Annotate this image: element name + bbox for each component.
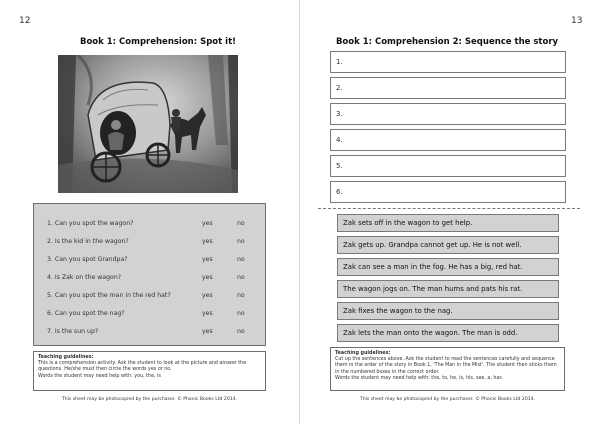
answer-no: no: [237, 220, 245, 227]
wagon-illustration: [58, 55, 238, 193]
answer-yes: yes: [202, 220, 213, 227]
sentence-strip[interactable]: [337, 258, 559, 276]
sequence-box[interactable]: [330, 77, 566, 99]
sequence-number: 6.: [336, 188, 343, 196]
questions-panel: [33, 203, 266, 346]
answer-no: no: [237, 292, 245, 299]
sequence-box[interactable]: [330, 103, 566, 125]
sequence-number: 3.: [336, 110, 343, 118]
sentence-text: Zak gets up. Grandpa cannot get up. He is not well.: [343, 241, 522, 249]
sequence-number: 4.: [336, 136, 343, 144]
question-row: [34, 271, 265, 285]
right-footer: This sheet may be photocopied by the purchaser. © Phonic Books Ltd 2014.: [359, 397, 536, 402]
sequence-box[interactable]: [330, 181, 566, 203]
left-page-number: 12: [19, 16, 31, 26]
answer-yes: yes: [202, 292, 213, 299]
right-teaching-guidelines: [330, 347, 565, 391]
answer-no: no: [237, 238, 245, 245]
question-row: [34, 217, 265, 231]
guidelines-text: This is a comprehension activity. Ask the student to look at the picture and answer the questions. He/she must then circle the words yes or no.: [38, 361, 247, 373]
question-text: 5. Can you spot the man in the red hat?: [47, 292, 171, 299]
sentence-text: Zak fixes the wagon to the nag.: [343, 307, 453, 315]
sentence-strip[interactable]: [337, 214, 559, 232]
cut-line: [318, 208, 580, 209]
answer-yes: yes: [202, 256, 213, 263]
guidelines-title: Teaching guidelines:: [38, 355, 94, 360]
answer-no: no: [237, 274, 245, 281]
question-text: 2. Is the kid in the wagon?: [47, 238, 129, 245]
guidelines-words: Words the student may need help with: you, the, is: [38, 373, 161, 379]
guidelines-text: Cut up the sentences above. Ask the student to read the sentences carefully and sequence them in the order of the story in Book 1, 'The Man in the Mist'. The student then sticks them in the numbered boxes in the correct order.: [335, 357, 557, 375]
sequence-box[interactable]: [330, 155, 566, 177]
sentence-strip[interactable]: [337, 280, 559, 298]
question-row: [34, 253, 265, 267]
sentence-text: Zak can see a man in the fog. He has a big, red hat.: [343, 263, 523, 271]
sentence-text: The wagon jogs on. The man hums and pats his rat.: [343, 285, 523, 293]
answer-no: no: [237, 328, 245, 335]
question-text: 3. Can you spot Grandpa?: [47, 256, 128, 263]
sequence-number: 5.: [336, 162, 343, 170]
question-row: [34, 325, 265, 339]
sequence-box[interactable]: [330, 51, 566, 73]
left-teaching-guidelines: [33, 351, 266, 391]
question-row: [34, 307, 265, 321]
right-page-title: Book 1: Comprehension 2: Sequence the story: [335, 37, 559, 47]
answer-no: no: [237, 310, 245, 317]
question-text: 7. Is the sun up?: [47, 328, 99, 335]
answer-yes: yes: [202, 238, 213, 245]
sequence-box[interactable]: [330, 129, 566, 151]
answer-yes: yes: [202, 274, 213, 281]
left-footer: This sheet may be photocopied by the purchaser. © Phonic Books Ltd 2014.: [61, 397, 238, 402]
sentence-text: Zak sets off in the wagon to get help.: [343, 219, 473, 227]
answer-no: no: [237, 256, 245, 263]
sequence-number: 1.: [336, 58, 343, 66]
question-row: [34, 235, 265, 249]
guidelines-words: Words the student may need help with: the, to, he, is, his, see, a, has: [335, 375, 502, 381]
question-text: 4. Is Zak on the wagon?: [47, 274, 122, 281]
answer-yes: yes: [202, 328, 213, 335]
left-page-title: Book 1: Comprehension: Spot it!: [79, 37, 237, 47]
answer-yes: yes: [202, 310, 213, 317]
sentence-strip[interactable]: [337, 236, 559, 254]
guidelines-title: Teaching guidelines:: [335, 351, 391, 356]
question-row: [34, 289, 265, 303]
question-text: 6. Can you spot the nag?: [47, 310, 125, 317]
sentence-strip[interactable]: [337, 324, 559, 342]
sentence-strip[interactable]: [337, 302, 559, 320]
question-text: 1. Can you spot the wagon?: [47, 220, 134, 227]
sequence-number: 2.: [336, 84, 343, 92]
book-spine: [299, 0, 300, 424]
right-page-number: 13: [571, 16, 583, 26]
sentence-text: Zak lets the man onto the wagon. The man is odd.: [343, 329, 518, 337]
